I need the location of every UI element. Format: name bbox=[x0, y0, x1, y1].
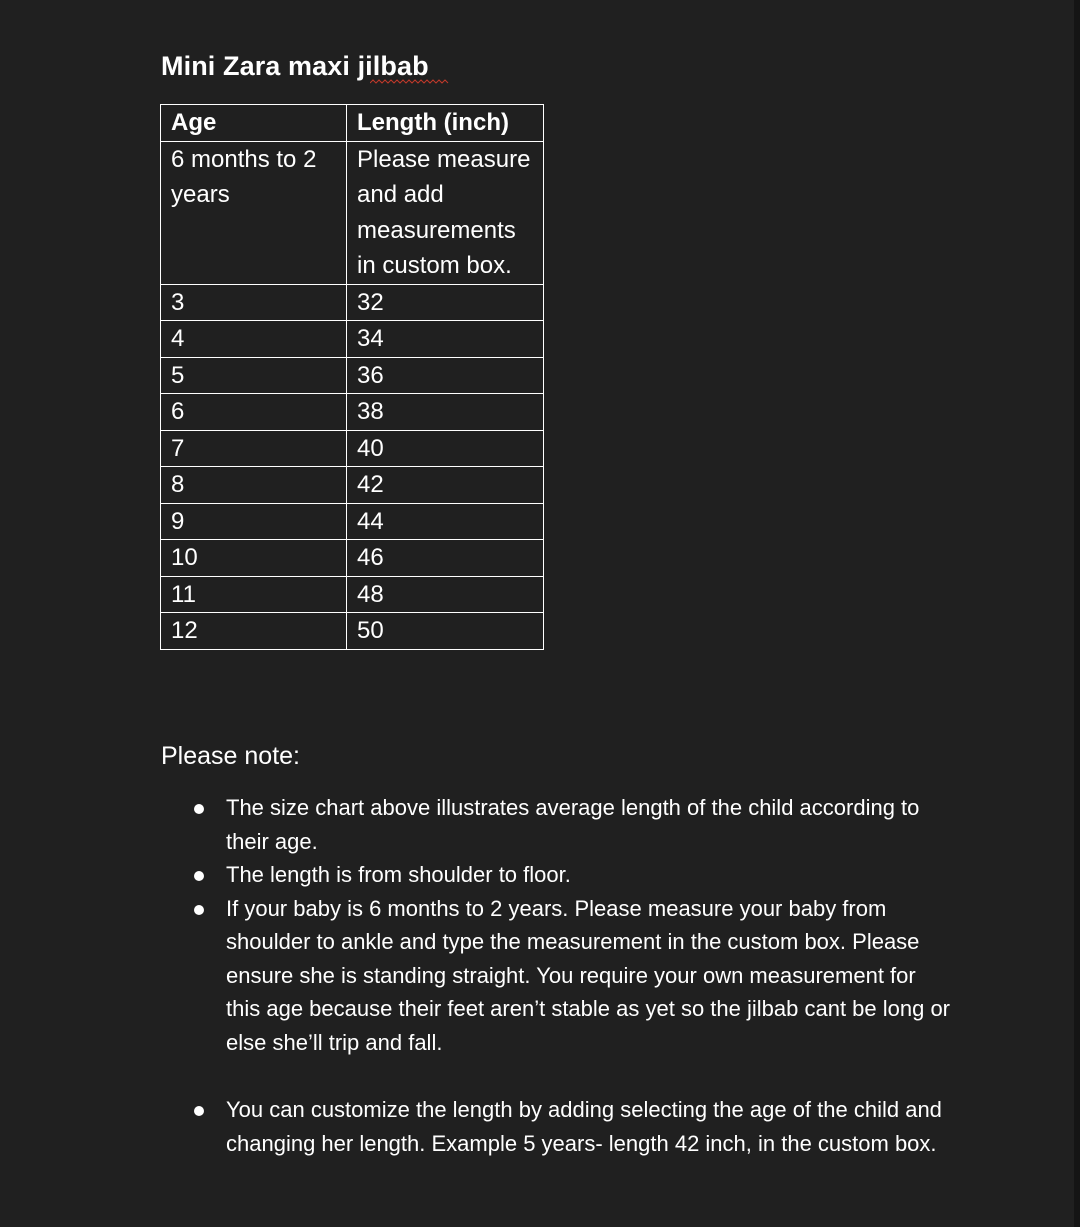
age-cell: 9 bbox=[161, 503, 347, 540]
length-cell: 46 bbox=[347, 540, 544, 577]
table-row bbox=[161, 357, 544, 394]
age-cell: 6 bbox=[161, 394, 347, 431]
table-row bbox=[161, 503, 544, 540]
table-row bbox=[161, 430, 544, 467]
list-item bbox=[226, 858, 956, 892]
bullet-icon bbox=[194, 804, 204, 814]
bullet-icon bbox=[194, 905, 204, 915]
table-row bbox=[161, 284, 544, 321]
age-cell: 12 bbox=[161, 613, 347, 650]
list-item bbox=[226, 1093, 956, 1160]
note-text: The size chart above illustrates average length of the child according to their age. bbox=[226, 795, 920, 854]
note-text: The length is from shoulder to floor. bbox=[226, 862, 571, 887]
length-cell: 50 bbox=[347, 613, 544, 650]
length-cell: 48 bbox=[347, 576, 544, 613]
age-cell: 8 bbox=[161, 467, 347, 504]
age-cell: 5 bbox=[161, 357, 347, 394]
table-row bbox=[161, 141, 544, 284]
note-text: If your baby is 6 months to 2 years. Please measure your baby from shoulder to ankle and type the measurement in the custom box. Please ensure she is standing straight. You require your own measurement for this age because their feet aren’t stable as yet so the jilbab cant be long or else she’ll trip and fall. bbox=[226, 895, 951, 1055]
age-cell: 3 bbox=[161, 284, 347, 321]
header-length: Length (inch) bbox=[347, 105, 544, 142]
table-row bbox=[161, 540, 544, 577]
length-cell: 40 bbox=[347, 430, 544, 467]
length-cell: 42 bbox=[347, 467, 544, 504]
age-cell: 10 bbox=[161, 540, 347, 577]
list-item bbox=[226, 892, 956, 1060]
age-cell: 6 months to 2 years bbox=[161, 141, 347, 284]
header-age: Age bbox=[161, 105, 347, 142]
length-cell: 44 bbox=[347, 503, 544, 540]
length-cell: 32 bbox=[347, 284, 544, 321]
table-row bbox=[161, 613, 544, 650]
age-cell: 7 bbox=[161, 430, 347, 467]
note-text: You can customize the length by adding selecting the age of the child and changing her length. Example 5 years- length 42 inch, in the custom box. bbox=[226, 1097, 942, 1156]
length-cell: Please measure and add measurements in custom box. bbox=[347, 141, 544, 284]
table-row bbox=[161, 467, 544, 504]
window-edge bbox=[1074, 0, 1080, 1227]
age-cell: 4 bbox=[161, 321, 347, 358]
age-cell: 11 bbox=[161, 576, 347, 613]
size-chart-table bbox=[160, 104, 544, 650]
note-heading: Please note: bbox=[161, 742, 300, 770]
bullet-icon bbox=[194, 871, 204, 881]
length-cell: 34 bbox=[347, 321, 544, 358]
table-row bbox=[161, 321, 544, 358]
notes-list bbox=[226, 791, 956, 1160]
bullet-icon bbox=[194, 1106, 204, 1116]
list-item bbox=[226, 791, 956, 858]
length-cell: 38 bbox=[347, 394, 544, 431]
spellcheck-underline bbox=[370, 78, 450, 86]
table-row bbox=[161, 394, 544, 431]
document-title: Mini Zara maxi jilbab bbox=[161, 51, 429, 81]
table-row bbox=[161, 576, 544, 613]
length-cell: 36 bbox=[347, 357, 544, 394]
table-header-row bbox=[161, 105, 544, 142]
